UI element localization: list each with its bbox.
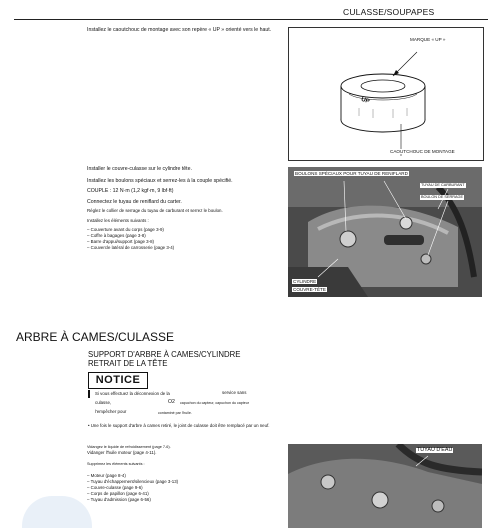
notice-marker	[88, 390, 90, 398]
step-install-rubber-text: Installez le caoutchouc de montage avec son repère « UP » orienté vers le haut.	[87, 27, 272, 33]
water-pipe-illustration	[288, 444, 482, 528]
step-install-cover	[87, 166, 255, 251]
figure-mounting-rubber	[288, 27, 484, 161]
label-special-bolts: BOULONS SPÉCIAUX POUR TUYAU DE RENIFLARD	[295, 171, 408, 176]
header-rule	[14, 19, 488, 20]
section-title: ARBRE À CAMES/CULASSE	[16, 330, 175, 344]
notice-text-f: l'empêcher pour	[95, 409, 127, 414]
figure-cylinder-cover-photo	[288, 167, 482, 297]
subsection-title	[88, 350, 240, 368]
notice-bullet: • Une fois le support d'arbre à cames retiré, le joint de culasse doit être remplacé par un neuf.	[88, 423, 270, 428]
list-item: – Corps de papillon (page 6-41)	[87, 491, 149, 496]
torque-spec: COUPLE : 12 N·m (1,2 kgf·m, 9 lbf·ft)	[87, 188, 174, 194]
label-clamp-bolt: BOULON DE SERRAGE	[421, 195, 463, 199]
notice-heading: NOTICE	[88, 372, 148, 389]
step-cover-line2: Installez les boulons spéciaux et serrez-les à la couple spécifié.	[87, 178, 233, 184]
label-mounting-rubber: CAOUTCHOUC DE MONTAGE	[390, 149, 455, 154]
list-item: – Couvre-culasse (page 9-6)	[87, 485, 143, 490]
notice-text-c: culasse,	[95, 400, 112, 405]
mounting-rubber-illustration	[289, 28, 483, 160]
step-cover-line1: Installer le couvre-culasse sur le cylindre tête.	[87, 166, 192, 172]
removal-steps	[87, 445, 277, 503]
list-item: – Barre d'appui/support (page 3-8)	[87, 239, 154, 244]
list-item: – Coffre à bagages (page 3-8)	[87, 233, 146, 238]
watermark-logo	[22, 496, 92, 528]
step-cover-line5: Installez les éléments suivants :	[87, 218, 149, 223]
subsection-title-line1: SUPPORT D'ARBRE À CAMES/CYLINDRE	[88, 350, 241, 359]
label-head-cover: COUVRE-TÊTE	[293, 287, 326, 292]
label-water-pipe: TUYAU D'EAU	[417, 447, 453, 453]
list-item: – Couvercle latéral de carrosserie (page 3-4)	[87, 245, 175, 250]
subsection-title-line2: RETRAIT DE LA TÊTE	[88, 359, 168, 368]
list-item: – Moteur (page 8-4)	[87, 473, 126, 478]
notice-text-g: contaminé par l'huile.	[158, 411, 192, 415]
step-cover-line4: Réglez le collier de serrage du tuyau de carburant et serrez le boulon.	[87, 208, 223, 213]
list-item: – Tuyau d'échappement/silencieux (page 3-13)	[87, 479, 179, 484]
notice-text-e: capuchon du capteur, capuchon du capteur	[180, 401, 249, 405]
removal-line2: Vidanger l'huile moteur (page 4-11).	[87, 450, 157, 455]
list-item: – Tuyau d'admission (page 6-56)	[87, 497, 151, 502]
figure-water-pipe-photo	[288, 444, 482, 528]
notice-text-a: Si vous effectuez la déconnexion de la	[95, 391, 170, 396]
label-cylinder: CYLINDRE	[293, 279, 317, 284]
removal-items-list	[87, 473, 277, 503]
list-item: – Couverture avant du corps (page 3-9)	[87, 227, 164, 232]
label-up-mark: MARQUE « UP »	[410, 37, 446, 42]
install-items-list	[87, 227, 255, 251]
notice-text-d: O2	[168, 399, 175, 405]
notice-text-b: service sans	[222, 390, 247, 395]
page-header-title: CULASSE/SOUPAPES	[343, 7, 435, 17]
label-fuel-pipe: TUYAU DE CARBURANT	[421, 183, 465, 187]
removal-line3: Supprimez les éléments suivants :	[87, 462, 145, 466]
removal-line1: Vidangez le liquide de refroidissement (page 7-6).	[87, 445, 171, 449]
ring-up-text: UP	[360, 96, 371, 106]
step-cover-line3: Connectez le tuyau de reniflard du carter.	[87, 199, 182, 205]
